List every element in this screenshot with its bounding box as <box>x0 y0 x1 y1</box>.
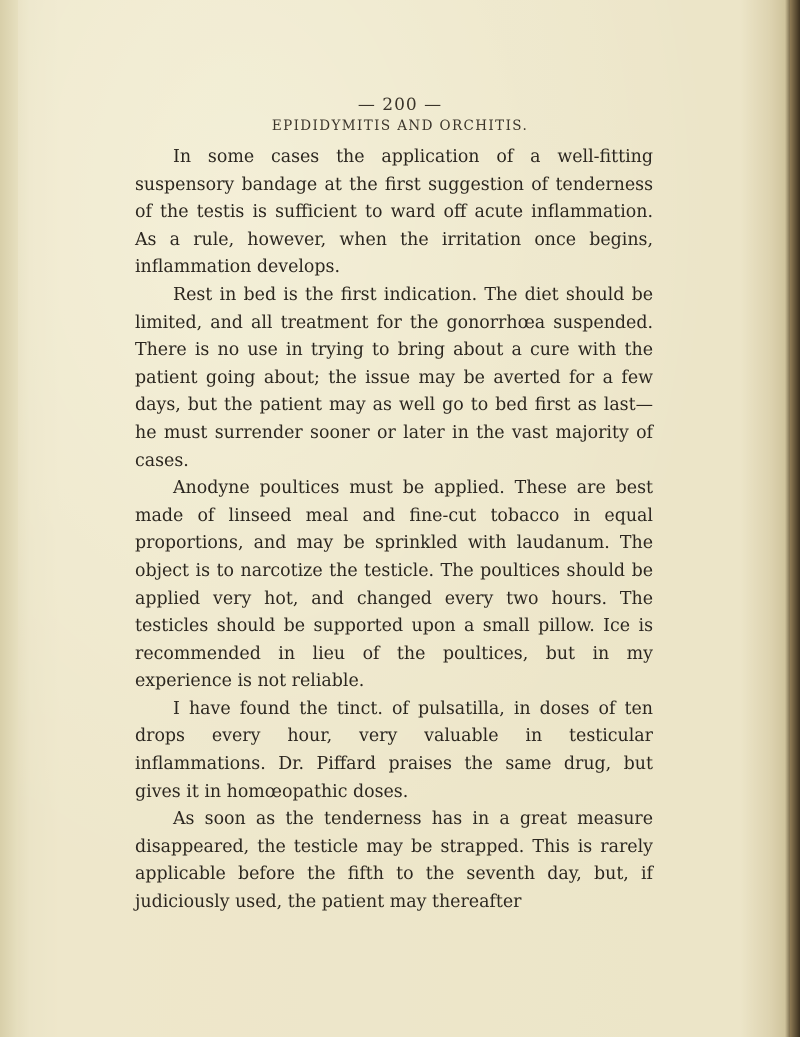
page-binding-edge <box>790 0 800 1037</box>
paragraph: I have found the tinct. of pulsatilla, in doses of ten drops every hour, very valuable in testicular inflammations. Dr. Piffard praises the same drug, but gives it in homœopathic doses. <box>135 698 653 802</box>
paragraph: In some cases the application of a well-fitting suspensory bandage at the first suggestion of tenderness of the testis is sufficient to ward off acute inflammation. As a rule, however, when the irritation once begins, inflammation develops. <box>135 147 653 278</box>
body-text <box>135 144 653 917</box>
paragraph: Anodyne poultices must be applied. These are best made of linseed meal and fine-cut tobacco in equal proportions, and may be sprinkled with laudanum. The object is to narcotize the testicle. The poultices should be applied very hot, and changed every two hours. The testicles should be supported upon a small pillow. Ice is recommended in lieu of the poultices, but in my experience is not reliable. <box>135 478 653 692</box>
paragraph: Rest in bed is the first indication. The diet should be limited, and all treatment for the gonorrhœa suspended. There is no use in trying to bring about a cure with the patient going about; the issue may be averted for a few days, but the patient may as well go to bed first as last—he must surrender sooner or later in the vast majority of cases. <box>135 284 653 471</box>
running-head: EPIDIDYMITIS AND ORCHITIS. <box>271 118 529 134</box>
paragraph: As soon as the tenderness has in a great measure disappeared, the testicle may be strapped. This is rarely applicable before the fifth to the seventh day, but, if judiciously used, the patient may thereafter <box>135 809 653 913</box>
page-left-edge <box>0 0 18 1037</box>
page-number: — 200 — <box>357 95 443 115</box>
